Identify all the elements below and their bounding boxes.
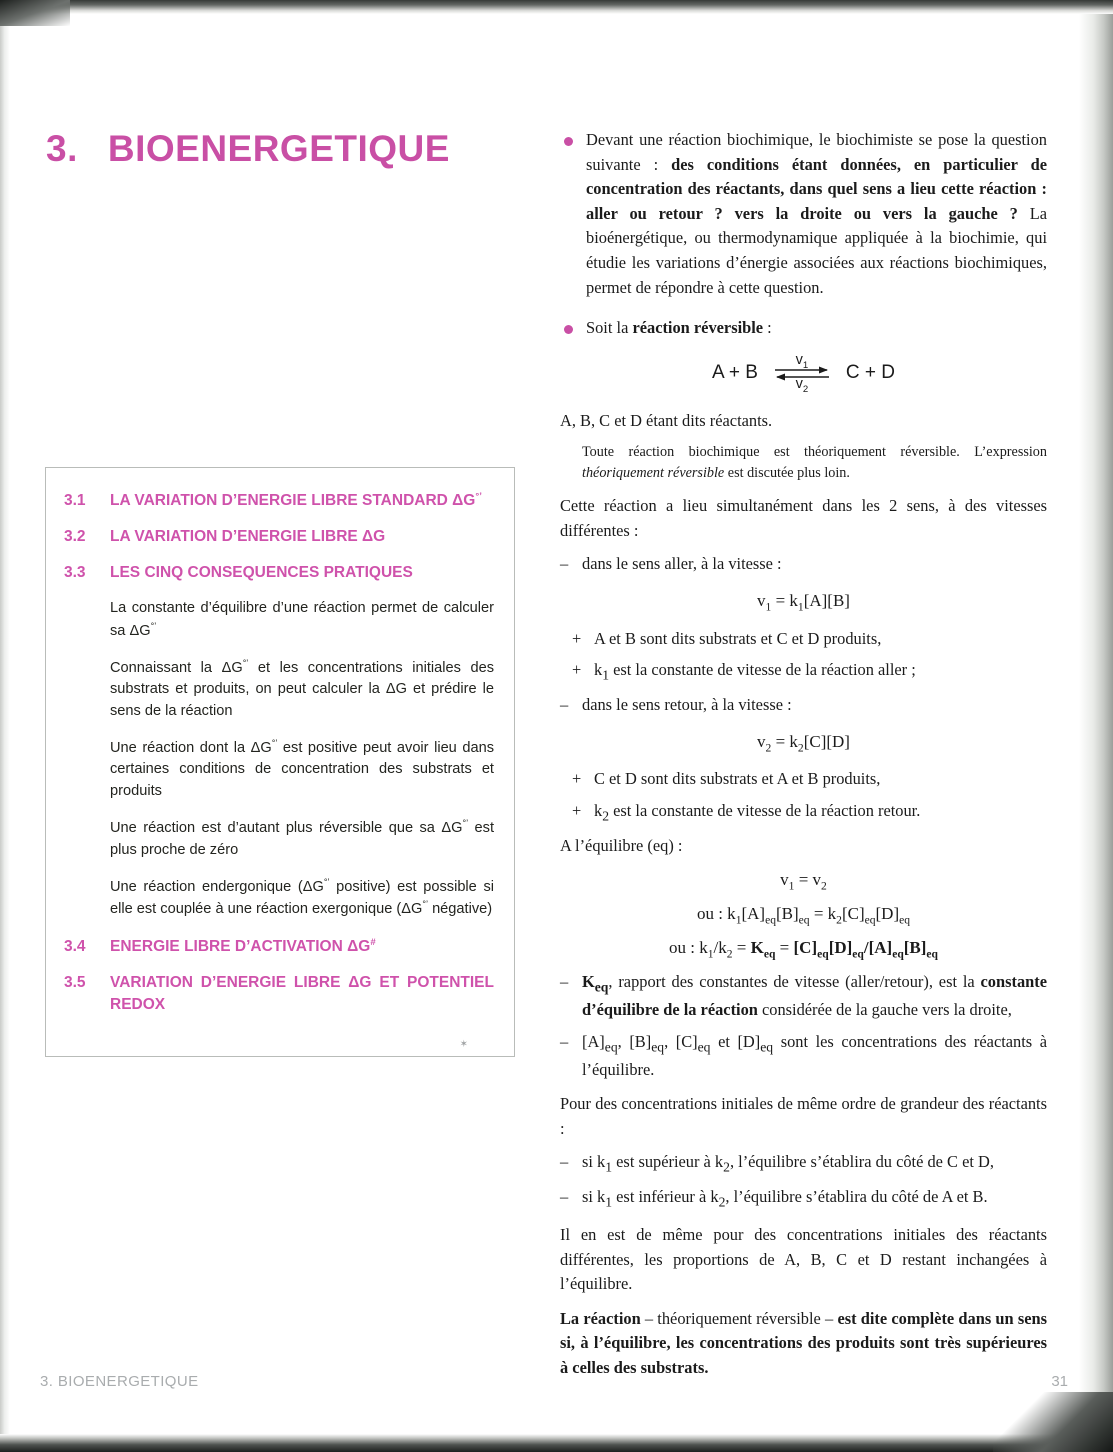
- reaction-scheme: [560, 353, 1047, 393]
- keq-symbol: $K_{eq}$: [582, 972, 609, 995]
- main-text-column: [560, 128, 1047, 1381]
- chapter-number: 3.: [46, 128, 78, 169]
- toc-heading: LA VARIATION D’ENERGIE LIBRE ΔG: [110, 528, 386, 546]
- bullet-dot-icon: [564, 325, 573, 334]
- toc-subitem: La constante d’équilibre d’une réaction permet de calculer sa ΔG°’: [110, 600, 494, 639]
- keq-bold: constante d’équilibre de la réaction: [582, 972, 1047, 1020]
- scan-corner-top-left: [0, 0, 70, 26]
- scan-edge-left: [0, 0, 10, 1452]
- toc-subitem: Une réaction dont la ΔG°’ est positive peut avoir lieu dans certaines conditions de concentration des substrats et produits: [110, 738, 494, 799]
- plus-item-reverse-2: [560, 799, 1047, 827]
- formula-v1: $v_1 = k_1[A][B]$: [757, 590, 850, 614]
- toc-heading: VARIATION D’ENERGIE LIBRE ΔG ET POTENTIEL REDOX: [110, 973, 494, 1013]
- equilibrium-arrows-icon: [771, 353, 833, 393]
- formula-v2: $v_2 = k_2[C][D]$: [757, 731, 850, 754]
- toc-subitem: Connaissant la ΔG°’ et les concentrations initiales des substrats et produits, on peut calculer la ΔG et prédire le sens de la réaction: [110, 657, 494, 719]
- scan-corner-bottom-right: [993, 1392, 1113, 1452]
- dash-marker: –: [560, 554, 569, 574]
- toc-number: 3.2: [64, 528, 86, 546]
- page-title: [46, 128, 450, 170]
- plus-marker: +: [572, 660, 582, 680]
- paragraph-simultaneous: Cette réaction a lieu simultanément dans les 2 sens, à des vitesses différentes :: [560, 495, 1047, 540]
- plus-marker: +: [572, 800, 582, 820]
- dash-item-keq: [560, 970, 1047, 1022]
- page-number: 31: [1051, 1373, 1068, 1390]
- dash-text: dans le sens retour, à la vitesse :: [582, 694, 792, 714]
- paragraph-complete-reaction: [560, 1307, 1047, 1381]
- para-bold: réaction réversible: [632, 318, 764, 338]
- bullet-dot-icon: [564, 137, 573, 146]
- conc-text: $[A]_{eq}$, $[B]_{eq}$, $[C]_{eq}$ et $[D]_{eq}$ sont les concentrations des réactants à l’équilibre.: [582, 1031, 1048, 1079]
- para-lead: Soit la: [586, 318, 633, 338]
- rate-label-reverse: $v_2$: [795, 375, 809, 395]
- bullet-paragraph-1: [560, 128, 1047, 300]
- bullet-paragraph-2: [560, 316, 1047, 341]
- plus-text: C et D sont dits substrats et A et B produits,: [594, 769, 881, 789]
- scan-edge-bottom: [0, 1434, 1113, 1452]
- toc-subitem: Une réaction est d’autant plus réversible que sa ΔG°’ est plus proche de zéro: [110, 818, 494, 858]
- plus-item-forward-2: [560, 658, 1047, 686]
- para-tail: La bioénergétique, ou thermodynamique appliquée à la biochimie, qui étudie les variations d’énergie associées aux réactions biochimiques, permet de répondre à cette question.: [586, 203, 1048, 297]
- dash-marker: –: [560, 1187, 569, 1207]
- dash-text: dans le sens aller, à la vitesse :: [582, 554, 782, 574]
- case-text: si $k_1$ est inférieur à $k_2$, l’équilibre s’établira du côté de A et B.: [582, 1187, 988, 1210]
- plus-text: $k_2$ est la constante de vitesse de la réaction retour.: [594, 800, 921, 824]
- para-bold: des conditions étant données, en particulier de concentration des réactants, dans quel sens a lieu cette réaction : aller ou retour ? vers la droite ou vers la gauche ?: [586, 154, 1048, 223]
- dash-marker: –: [560, 694, 569, 714]
- formula-equilibrium-1: $v_1 = v_2$: [780, 870, 827, 893]
- plus-text: $k_1$ est la constante de vitesse de la réaction aller ;: [594, 660, 916, 683]
- reactants-line: A, B, C et D étant dits réactants.: [560, 410, 773, 430]
- final-mid: – théoriquement réversible –: [640, 1308, 838, 1328]
- scan-edge-right: [1079, 0, 1113, 1452]
- chapter-contents-box: [45, 467, 515, 1057]
- toc-heading: ENERGIE LIBRE D’ACTIVATION ΔG#: [110, 936, 376, 955]
- formula-equilibrium-2: ou : $k_1[A]_{eq}[B]_{eq} = k_2[C]_{eq}[D]_{eq}$: [696, 903, 911, 927]
- chapter-title-text: BIOENERGETIQUE: [107, 128, 450, 169]
- dash-marker: –: [560, 972, 569, 992]
- toc-subitem: Une réaction endergonique (ΔG°’ positive) est possible si elle est couplée à une réaction exergonique (ΔG°’ négative): [110, 876, 494, 918]
- toc-entry-3-3[interactable]: [64, 562, 494, 584]
- plus-item-reverse-1: [560, 767, 1047, 792]
- toc-number: 3.4: [64, 937, 86, 955]
- paragraph-same-proportions: Il en est de même pour des concentrations initiales des réactants différentes, les proportions de A, B, C et D restant inchangées à l’équilibre.: [560, 1225, 1047, 1294]
- footer-chapter-label: 3. BIOENERGETIQUE: [40, 1373, 199, 1390]
- plus-marker: +: [572, 628, 582, 648]
- toc-heading: LA VARIATION D’ENERGIE LIBRE STANDARD ΔG°’: [110, 491, 482, 510]
- keq-tail: considérée de la gauche vers la droite,: [757, 1000, 1012, 1020]
- plus-text: A et B sont dits substrats et C et D produits,: [594, 628, 882, 648]
- toc-number: 3.5: [64, 973, 86, 991]
- toc-number: 3.3: [64, 564, 86, 582]
- paragraph-reversible-reaction: [586, 316, 1047, 341]
- dash-marker: –: [560, 1152, 569, 1172]
- formula-equilibrium-3: ou : $k_1/k_2 = K_{eq} = [C]_{eq}[D]_{eq}/[A]_{eq}[B]_{eq}$: [669, 937, 938, 961]
- note-italic: théoriquement réversible: [582, 465, 725, 482]
- dash-item-concentrations: [560, 1030, 1047, 1082]
- note-part1: Toute réaction biochimique est théoriquement réversible. L’expression: [582, 444, 1047, 461]
- paragraph-initial-concentrations: Pour des concentrations initiales de même ordre de grandeur des réactants :: [560, 1094, 1047, 1138]
- reaction-left-side: A + B: [711, 361, 758, 383]
- toc-number: 3.1: [64, 492, 86, 509]
- final-bold-2: est dite complète dans un sens si, à l’équilibre, les concentrations des produits sont très supérieures à celles des substrats.: [560, 1308, 1047, 1378]
- toc-heading: LES CINQ CONSEQUENCES PRATIQUES: [110, 564, 413, 582]
- reaction-right-side: C + D: [845, 361, 896, 383]
- toc-entry-3-2[interactable]: [64, 526, 494, 548]
- paragraph-question: [586, 128, 1047, 300]
- dash-item-forward: [560, 552, 1047, 577]
- scan-edge-top: [0, 0, 1113, 14]
- para-tail: :: [763, 318, 772, 338]
- note-part2: est discutée plus loin.: [724, 465, 850, 482]
- keq-mid: , rapport des constantes de vitesse (aller/retour), est la: [608, 972, 981, 992]
- plus-marker: +: [572, 769, 582, 789]
- final-bold-1: La réaction: [560, 1308, 641, 1328]
- toc-entry-3-1[interactable]: [64, 490, 494, 512]
- dash-item-reverse: [560, 693, 1047, 718]
- toc-entry-3-4[interactable]: [64, 936, 494, 958]
- rate-label-forward: $v_1$: [795, 351, 809, 371]
- case-text: si $k_1$ est supérieur à $k_2$, l’équilibre s’établira du côté de C et D,: [582, 1152, 994, 1175]
- dash-item-case-1: [560, 1150, 1047, 1178]
- small-note: [582, 442, 1047, 483]
- equilibrium-label: A l’équilibre (eq) :: [560, 835, 683, 855]
- box-corner-mark: ✶: [459, 1038, 468, 1050]
- dash-item-case-2: [560, 1185, 1047, 1213]
- para-lead: Devant une réaction biochimique, le biochimiste se pose la question suivante :: [586, 130, 1047, 174]
- plus-item-forward-1: [560, 627, 1047, 652]
- toc-entry-3-5[interactable]: [64, 972, 494, 1016]
- dash-marker: –: [560, 1031, 569, 1051]
